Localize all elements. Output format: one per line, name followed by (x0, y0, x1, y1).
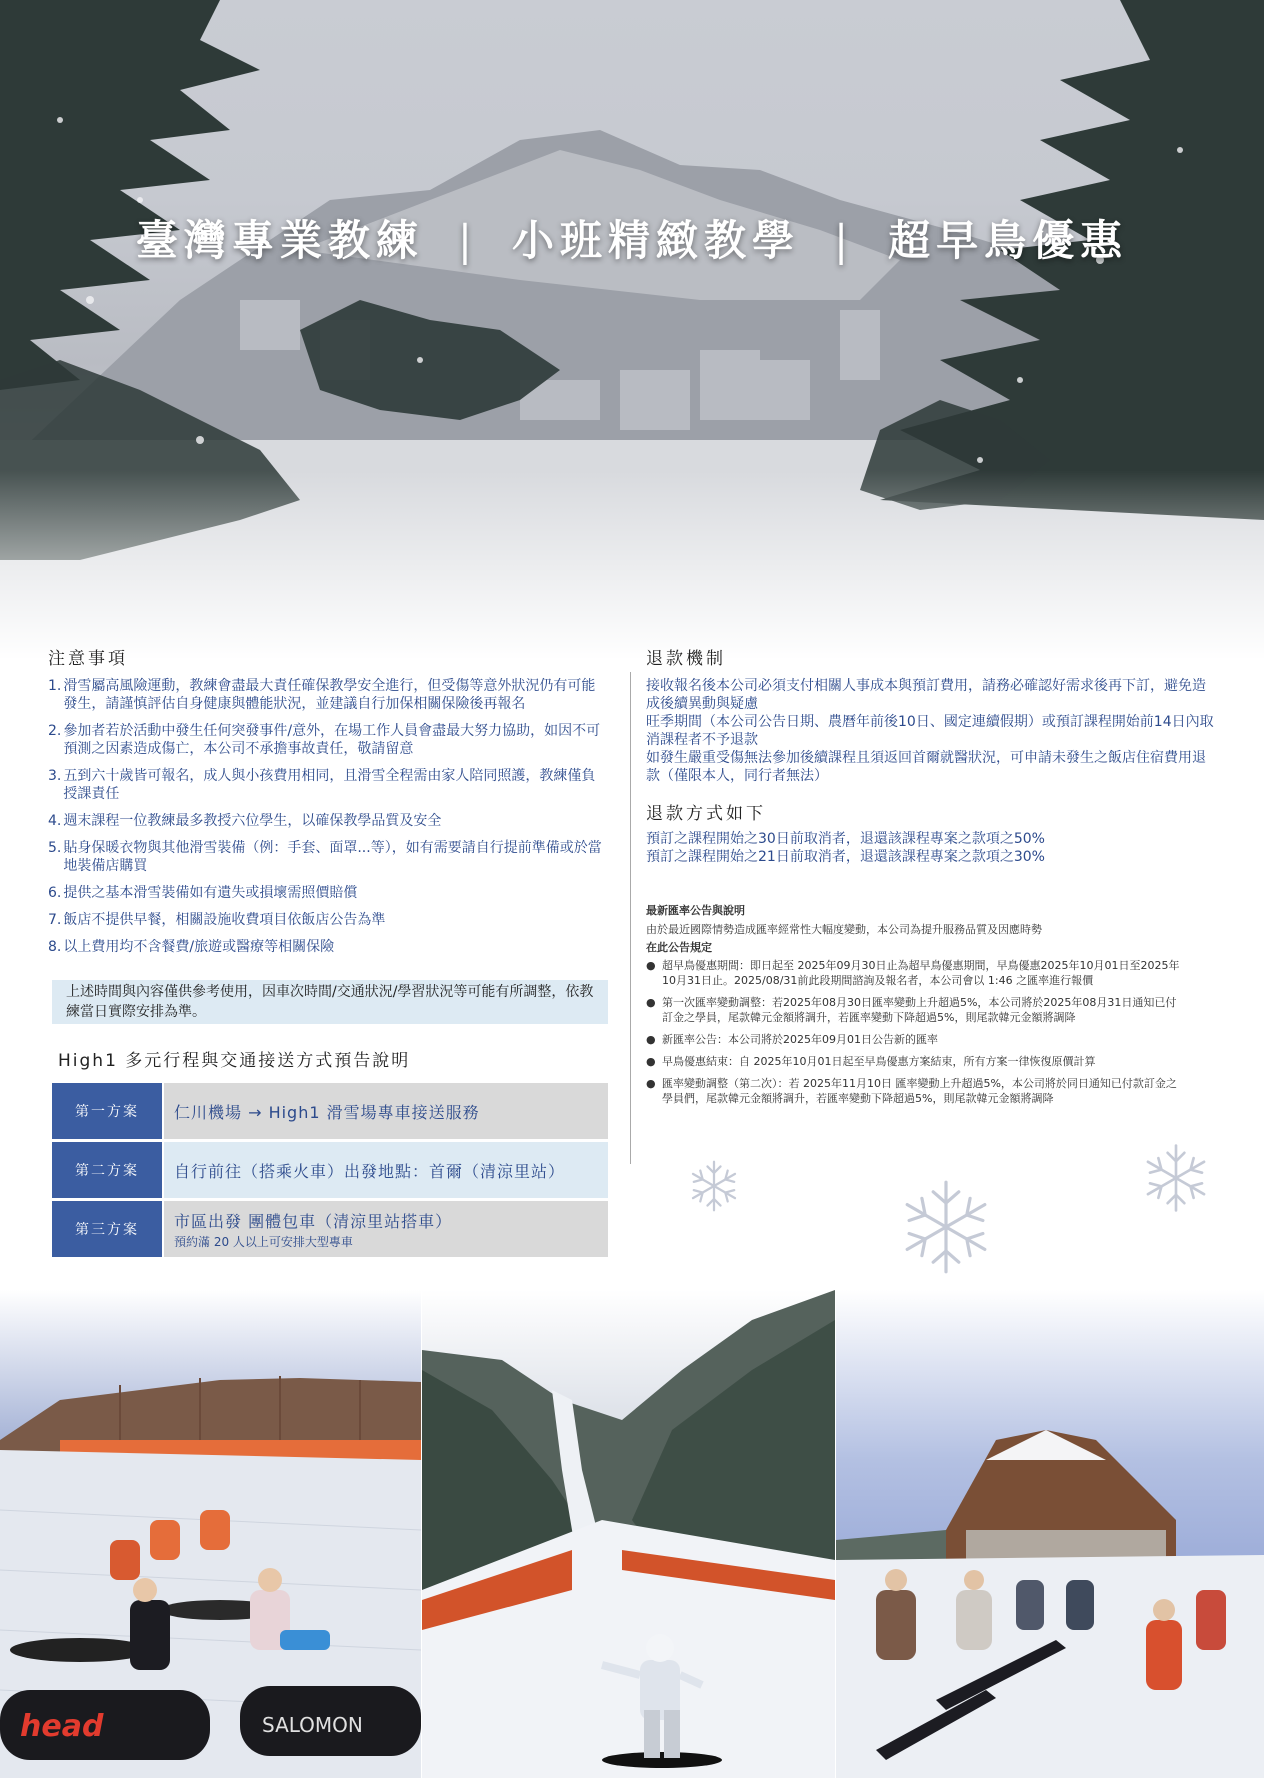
note-item (48, 722, 608, 758)
note-number: 4. (48, 813, 62, 829)
note-text: 週末課程一位教練最多教授六位學生，以確保教學品質及安全 (63, 813, 442, 829)
note-number: 5. (48, 840, 62, 856)
note-text: 滑雪屬高風險運動，教練會盡最大責任確保教學安全進行，但受傷等意外狀況仍有可能發生，請謹慎評估自身健康與體能狀況，並建議自行加保相關保險後再報名 (63, 678, 596, 712)
hero-banner (0, 0, 1264, 660)
hero-title (0, 208, 1264, 268)
rate-item (646, 995, 1186, 1025)
note-number: 6. (48, 885, 62, 901)
note-text: 提供之基本滑雪裝備如有遺失或損壞需照價賠償 (63, 885, 358, 901)
plan-row (52, 1201, 608, 1257)
bullet-icon: ● (646, 1077, 656, 1090)
plan-label: 第二方案 (52, 1142, 162, 1198)
plan-body (164, 1201, 608, 1257)
rate-text: 匯率變動調整（第二次）：若 2025年11月10日 匯率變動上升超過5%，本公司將於同日通知已付款訂金之學員們，尾款韓元金額將調升，若匯率變動下降超過5%，則尾款韓元金額將調降 (662, 1077, 1177, 1105)
refund-method-line: 預訂之課程開始之21日前取消者，退還該課程專案之款項之30% (646, 849, 1045, 865)
hero-title-part1: 臺灣專業教練 (135, 216, 424, 265)
photo-lodge (836, 1290, 1264, 1778)
rate-item (646, 1032, 1186, 1047)
rates-intro: 由於最近國際情勢造成匯率經常性大幅度變動，本公司為提升服務品質及因應時勢 (646, 923, 1042, 936)
plan-description: 仁川機場 → High1 滑雪場專車接送服務 (174, 1102, 480, 1122)
rates-title: 最新匯率公告與說明 (646, 904, 745, 917)
bullet-icon: ● (646, 959, 656, 972)
notes-section (48, 644, 608, 965)
snowflake-icon (898, 1174, 994, 1280)
note-item (48, 911, 608, 929)
refund-method-line: 預訂之課程開始之30日前取消者，退還該課程專案之款項之50% (646, 831, 1045, 847)
bullet-icon: ● (646, 1033, 656, 1046)
notes-list (48, 677, 608, 956)
note-item (48, 839, 608, 875)
note-number: 1. (48, 678, 62, 694)
column-divider (630, 672, 631, 1164)
plan-label: 第三方案 (52, 1201, 162, 1257)
refund-title: 退款機制 (646, 649, 726, 669)
note-text: 參加者若於活動中發生任何突發事件/意外，在場工作人員會盡最大努力協助，如因不可預測之因素造成傷亡，本公司不承擔事故責任，敬請留意 (63, 723, 601, 757)
refund-section (646, 644, 1216, 866)
bullet-icon: ● (646, 996, 656, 1009)
hero-title-part2: 小班精緻教學 (511, 216, 800, 265)
rate-text: 早鳥優惠結束：自 2025年10月01日起至早鳥優惠方案結束，所有方案一律恢復原價計算 (662, 1055, 1096, 1068)
note-text: 貼身保暖衣物與其他滑雪裝備（例：手套、面罩...等），如有需要請自行提前準備或於當地裝備店購買 (63, 840, 602, 874)
note-text: 以上費用均不含餐費/旅遊或醫療等相關保險 (63, 939, 335, 955)
rate-text: 第一次匯率變動調整：若2025年08月30日匯率變動上升超過5%，本公司將於2025年08月31日通知已付訂金之學員，尾款韓元金額將調升，若匯率變動下降超過5%，則尾款韓元金額將調降 (662, 996, 1177, 1024)
exchange-rate-notice (646, 902, 1186, 1113)
plan-label: 第一方案 (52, 1083, 162, 1139)
rate-item (646, 958, 1186, 988)
note-item (48, 767, 608, 803)
hero-separator-2: | (834, 216, 855, 265)
plans-title: High1 多元行程與交通接送方式預告說明 (58, 1051, 411, 1071)
photo-strip (0, 1290, 1264, 1778)
snowflake-icon (1140, 1140, 1212, 1216)
note-number: 7. (48, 912, 62, 928)
refund-policy-line: 旺季期間（本公司公告日期、農曆年前後10日、國定連續假期）或預訂課程開始前14日內取消課程者不予退款 (646, 714, 1214, 748)
transport-plans (52, 1046, 608, 1260)
plan-row (52, 1083, 608, 1139)
note-item (48, 677, 608, 713)
plan-description: 自行前往（搭乘火車）出發地點：首爾（清涼里站） (174, 1161, 566, 1181)
hero-title-part3: 超早鳥優惠 (888, 216, 1129, 265)
refund-policy-line: 如發生嚴重受傷無法參加後續課程且須返回首爾就醫狀況，可申請未發生之飯店住宿費用退款（僅限本人，同行者無法） (646, 750, 1206, 784)
note-number: 8. (48, 939, 62, 955)
plan-row (52, 1142, 608, 1198)
bullet-icon: ● (646, 1055, 656, 1068)
notes-title: 注意事項 (48, 649, 128, 669)
rate-text: 新匯率公告：本公司將於2025年09月01日公告新的匯率 (662, 1033, 938, 1046)
note-item (48, 884, 608, 902)
refund-policy-line: 接收報名後本公司必須支付相關人事成本與預訂費用，請務必確認好需求後再下訂，避免造成後續異動與疑慮 (646, 678, 1206, 712)
schedule-disclaimer: 上述時間與內容僅供參考使用，因車次時間/交通狀況/學習狀況等可能有所調整，依教練當日實際安排為準。 (52, 980, 608, 1024)
snowflake-icon (686, 1158, 742, 1214)
plan-note: 預約滿 20 人以上可安排大型專車 (174, 1234, 353, 1249)
rate-item (646, 1054, 1186, 1069)
rates-subtitle: 在此公告規定 (646, 941, 712, 954)
snowboard-brand-head: head (20, 1709, 104, 1744)
plan-body (164, 1142, 608, 1198)
hero-mountain-image (0, 0, 1264, 660)
rate-item (646, 1076, 1186, 1106)
note-text: 五到六十歲皆可報名，成人與小孩費用相同，且滑雪全程需由家人陪同照護，教練僅負授課責任 (63, 768, 596, 802)
note-number: 3. (48, 768, 62, 784)
refund-methods-title: 退款方式如下 (646, 804, 766, 824)
hero-separator-1: | (457, 216, 478, 265)
photo-group-lesson (0, 1290, 421, 1778)
note-number: 2. (48, 723, 62, 739)
plan-description: 市區出發 團體包車（清涼里站搭車） (174, 1211, 453, 1231)
snowboard-brand-salomon: SALOMON (262, 1713, 363, 1737)
rate-text: 超早鳥優惠期間：即日起至 2025年09月30日止為超早鳥優惠期間，早鳥優惠2025年10月01日至2025年10月31日止。2025/08/31前此段期間諮詢及報名者，本公司會以 1:46 之匯率進行報價 (662, 959, 1180, 987)
note-item (48, 812, 608, 830)
plan-body (164, 1083, 608, 1139)
note-item (48, 938, 608, 956)
note-text: 飯店不提供早餐，相關設施收費項目依飯店公告為準 (63, 912, 386, 928)
photo-snowboarder (422, 1290, 835, 1778)
